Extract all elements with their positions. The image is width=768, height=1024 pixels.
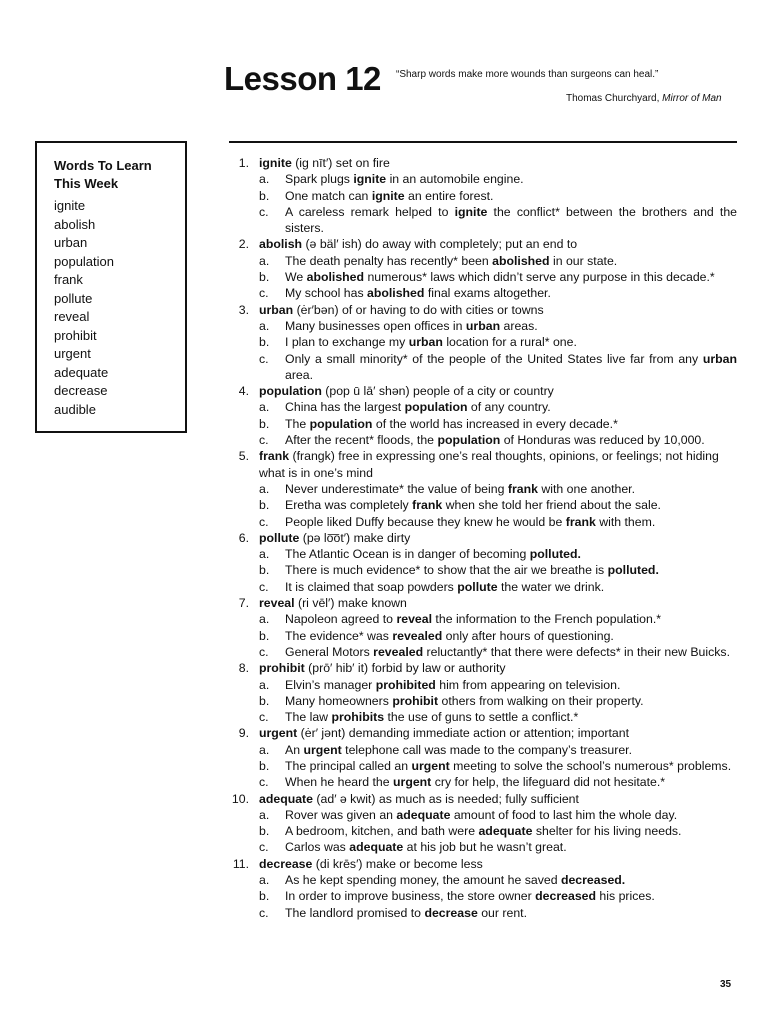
example-sentence — [259, 481, 737, 497]
example-text: Napoleon agreed to — [285, 612, 397, 627]
example-sentence — [259, 351, 737, 384]
example-sentence — [259, 318, 737, 334]
example-text: final exams altogether. — [424, 286, 551, 301]
entry-pronunciation: (ig nīt′) — [291, 156, 333, 170]
entry-word: reveal — [259, 596, 295, 611]
entry-number: 8. — [238, 661, 249, 676]
example-letter: b. — [259, 188, 270, 203]
words-box-title — [54, 157, 185, 193]
entry-definition: as much as is needed; fully sufficient — [375, 791, 579, 806]
example-text: People liked Duffy because they knew he would be — [285, 514, 566, 529]
example-text: China has the largest — [285, 400, 405, 415]
entry-pronunciation: (ad′ ə kwit) — [313, 791, 376, 806]
example-keyword: urban — [702, 351, 737, 366]
entry-number: 4. — [238, 384, 249, 399]
example-sentence — [259, 334, 737, 350]
entry-definition: make or become less — [362, 856, 483, 871]
entry-word: pollute — [259, 530, 300, 545]
word-list-item: decrease — [54, 383, 108, 398]
entry-number: 1. — [238, 156, 249, 170]
example-text: Eretha was completely — [285, 498, 413, 513]
example-text: in our state. — [549, 253, 618, 268]
example-letter: a. — [259, 742, 270, 757]
example-letter: c. — [259, 514, 269, 529]
example-letter: b. — [259, 693, 270, 708]
example-keyword: prohibited — [375, 677, 436, 692]
example-text: with one another. — [537, 481, 636, 496]
entry-definition: people of a city or country — [409, 384, 554, 399]
example-text: The death penalty has recently* been — [285, 253, 493, 268]
example-text: of any country. — [467, 400, 551, 415]
epigraph-attribution — [566, 93, 722, 104]
example-sentence — [259, 546, 737, 562]
example-letter: a. — [259, 172, 270, 187]
entry-pronunciation: (ėr′ jənt) — [297, 726, 346, 741]
vocab-entry — [229, 660, 737, 725]
entry-headword-line — [259, 856, 737, 872]
example-list — [259, 481, 737, 530]
example-keyword: reveal — [396, 612, 433, 627]
example-text: The principal called an — [285, 758, 412, 773]
example-keyword: ignite — [454, 204, 488, 219]
example-text: our rent. — [477, 905, 528, 920]
example-letter: c. — [259, 351, 269, 366]
example-text: The Atlantic Ocean is in danger of becoming — [285, 547, 530, 562]
entry-pronunciation: (prō′ hib′ it) — [304, 661, 369, 676]
example-text: areas. — [500, 318, 538, 333]
example-keyword: frank — [507, 481, 538, 496]
example-text: shelter for his living needs. — [532, 824, 682, 839]
example-list — [259, 611, 737, 660]
example-letter: b. — [259, 628, 270, 643]
example-letter: b. — [259, 498, 270, 513]
example-text: at his job but he wasn’t great. — [403, 840, 567, 855]
word-list-item: abolish — [54, 216, 96, 232]
entry-word: urban — [259, 302, 294, 317]
example-sentence — [259, 644, 737, 660]
entry-pronunciation: (frangk) — [289, 449, 335, 464]
example-letter: b. — [259, 416, 270, 431]
example-keyword: polluted. — [529, 547, 581, 562]
example-text: General Motors — [285, 644, 374, 659]
example-list — [259, 399, 737, 448]
example-keyword: pollute — [457, 579, 498, 594]
entry-number: 10. — [231, 791, 249, 806]
entry-headword-line — [259, 660, 737, 676]
example-letter: a. — [259, 400, 270, 415]
example-sentence — [259, 188, 737, 204]
example-text: Many homeowners — [285, 693, 393, 708]
entry-headword-line — [259, 383, 737, 399]
entry-headword-line — [259, 155, 737, 171]
example-text: Only a small minority* of the people of the United States live far from any — [285, 351, 703, 366]
example-letter: a. — [259, 873, 270, 888]
example-text: meeting to solve the school’s numerous* problems. — [449, 758, 732, 773]
entry-pronunciation: (pə lo͞ot′) — [299, 530, 351, 545]
example-keyword: revealed — [373, 644, 424, 659]
example-sentence — [259, 579, 737, 595]
entry-definition: set on fire — [332, 156, 390, 170]
example-keyword: revealed — [392, 628, 443, 643]
example-sentence — [259, 253, 737, 269]
example-text: Many businesses open offices in — [285, 318, 466, 333]
example-keyword: decreased — [535, 889, 597, 904]
vocab-entry — [229, 725, 737, 790]
example-letter: a. — [259, 318, 270, 333]
example-letter: c. — [259, 204, 269, 219]
example-sentence — [259, 709, 737, 725]
entry-word: prohibit — [259, 661, 305, 676]
example-letter: b. — [259, 889, 270, 904]
example-sentence — [259, 171, 737, 187]
word-list-item: ignite — [54, 198, 86, 213]
example-letter: a. — [259, 253, 270, 268]
word-list-item: frank — [54, 272, 83, 287]
example-list — [259, 318, 737, 383]
example-letter: a. — [259, 677, 270, 692]
word-list-item: adequate — [54, 364, 109, 380]
example-text: Elvin’s manager — [285, 677, 376, 692]
example-keyword: decrease — [424, 905, 478, 920]
example-text: the conflict* between the brothers and the sisters. — [285, 204, 738, 236]
example-letter: c. — [259, 644, 269, 659]
example-text: I plan to exchange my — [285, 335, 409, 350]
example-keyword: population — [404, 400, 468, 415]
entry-headword-line — [259, 448, 737, 481]
example-sentence — [259, 758, 737, 774]
example-text: After the recent* floods, the — [285, 433, 438, 448]
example-text: When he heard the — [285, 775, 394, 790]
example-letter: a. — [259, 807, 270, 822]
example-text: Rover was given an — [285, 807, 397, 822]
example-text: an entire forest. — [404, 188, 494, 203]
example-keyword: decreased. — [560, 873, 626, 888]
example-text: the information to the French population.* — [432, 612, 662, 627]
word-list-item: prohibit — [54, 327, 97, 343]
example-sentence — [259, 416, 737, 432]
example-sentence — [259, 807, 737, 823]
example-keyword: population — [309, 416, 373, 431]
example-text: One match can — [285, 188, 372, 203]
example-keyword: adequate — [396, 807, 451, 822]
example-keyword: urgent — [303, 742, 342, 757]
example-text: Spark plugs — [285, 172, 354, 187]
example-sentence — [259, 839, 737, 855]
example-keyword: urgent — [393, 775, 432, 790]
example-keyword: prohibit — [392, 693, 439, 708]
example-list — [259, 872, 737, 921]
example-text: In order to improve business, the store owner — [285, 889, 536, 904]
word-list — [54, 197, 185, 419]
example-text: Carlos was — [285, 840, 350, 855]
entry-definition: forbid by law or authority — [368, 661, 506, 676]
entry-word: urgent — [259, 726, 298, 741]
entry-pronunciation: (pop ū lā′ shən) — [321, 384, 410, 399]
example-text: As he kept spending money, the amount he saved — [285, 873, 561, 888]
example-keyword: abolished — [367, 286, 425, 301]
entry-number: 2. — [238, 237, 249, 252]
example-letter: c. — [259, 775, 269, 790]
entry-word: adequate — [259, 791, 313, 806]
example-keyword: adequate — [478, 824, 533, 839]
example-sentence — [259, 742, 737, 758]
entry-number: 11. — [232, 856, 249, 871]
lesson-title: Lesson 12 — [224, 60, 381, 97]
example-sentence — [259, 562, 737, 578]
example-list — [259, 807, 737, 856]
example-sentence — [259, 285, 737, 301]
example-text: in an automobile engine. — [386, 172, 524, 187]
example-list — [259, 253, 737, 302]
vocab-entry — [229, 595, 737, 660]
example-letter: b. — [259, 563, 270, 578]
example-keyword: abolished — [306, 270, 365, 285]
entry-word: decrease — [259, 856, 313, 871]
example-text: We — [285, 270, 307, 285]
words-to-learn-box — [35, 141, 187, 433]
entry-word: abolish — [259, 237, 303, 252]
example-text: The landlord promised to — [285, 905, 425, 920]
entry-word: ignite — [259, 156, 292, 170]
example-keyword: frank — [565, 514, 596, 529]
example-letter: b. — [259, 758, 270, 773]
word-list-item: reveal — [54, 309, 90, 324]
example-text: The law — [285, 710, 332, 725]
example-text: My school has — [285, 286, 368, 301]
vocab-entry — [229, 155, 737, 236]
example-text: his prices. — [596, 889, 655, 904]
example-sentence — [259, 514, 737, 530]
word-list-item: population — [54, 253, 114, 269]
example-letter: a. — [259, 547, 270, 562]
example-text: The — [285, 416, 310, 431]
example-letter: a. — [259, 481, 270, 496]
page-number: 35 — [720, 979, 732, 990]
example-text: others from walking on their property. — [438, 693, 644, 708]
header-rule — [229, 141, 737, 143]
example-list — [259, 742, 737, 791]
example-letter: c. — [259, 579, 269, 594]
example-letter: b. — [259, 270, 270, 285]
example-text: reluctantly* that there were defects* in their new Buicks. — [423, 644, 730, 659]
vocab-entry — [229, 236, 737, 301]
example-sentence — [259, 693, 737, 709]
example-letter: b. — [259, 824, 270, 839]
example-text: An — [285, 742, 304, 757]
example-sentence — [259, 823, 737, 839]
example-text: A bedroom, kitchen, and bath were — [285, 824, 479, 839]
example-text: area. — [285, 367, 314, 382]
example-sentence — [259, 432, 737, 448]
entry-headword-line — [259, 302, 737, 318]
example-keyword: frank — [412, 498, 443, 513]
example-letter: a. — [259, 612, 270, 627]
entry-headword-line — [259, 236, 737, 252]
example-text: with them. — [595, 514, 656, 529]
example-sentence — [259, 628, 737, 644]
example-list — [259, 171, 737, 236]
epigraph-quote: “Sharp words make more wounds than surgeons can heal.” — [396, 69, 659, 80]
example-sentence — [259, 269, 737, 285]
entry-definition: do away with completely; put an end to — [361, 237, 578, 252]
example-text: location for a rural* one. — [442, 335, 577, 350]
example-text: when she told her friend about the sale. — [442, 498, 661, 513]
example-keyword: prohibits — [331, 710, 385, 725]
entry-number: 3. — [238, 302, 249, 317]
example-text: the use of guns to settle a conflict.* — [384, 710, 579, 725]
example-text: It is claimed that soap powders — [285, 579, 458, 594]
example-text: Never underestimate* the value of being — [285, 481, 508, 496]
entry-pronunciation: (di krēs′) — [312, 856, 363, 871]
entry-definition: of or having to do with cities or towns — [338, 302, 544, 317]
example-keyword: ignite — [353, 172, 387, 187]
quote-author: Thomas Churchyard, — [566, 93, 660, 104]
example-sentence — [259, 611, 737, 627]
vocabulary-entries — [229, 155, 737, 921]
entry-number: 9. — [238, 726, 249, 741]
example-sentence — [259, 888, 737, 904]
entry-definition: make known — [334, 596, 407, 611]
entry-pronunciation: (ėr′bən) — [293, 302, 339, 317]
example-keyword: urgent — [411, 758, 450, 773]
word-list-item: urban — [54, 235, 88, 250]
example-letter: c. — [259, 710, 269, 725]
words-box-title-line1: Words To Learn — [54, 158, 152, 173]
example-text: numerous* laws which didn’t serve any purpose in this decade.* — [364, 270, 715, 285]
vocab-entry — [229, 302, 737, 383]
example-text: only after hours of questioning. — [442, 628, 614, 643]
entry-definition: make dirty — [350, 530, 411, 545]
word-list-item: audible — [54, 401, 96, 417]
vocab-entry — [229, 856, 737, 921]
entry-headword-line — [259, 595, 737, 611]
entry-definition: free in expressing one’s real thoughts, opinions, or feelings; not hiding what is in one’s mind — [259, 449, 719, 480]
example-keyword: abolished — [492, 253, 550, 268]
example-sentence — [259, 872, 737, 888]
entry-pronunciation: (ə bäl′ ish) — [302, 237, 362, 252]
example-keyword: urban — [465, 318, 501, 333]
example-text: cry for help, the lifeguard did not hesitate.* — [431, 775, 666, 790]
example-letter: c. — [259, 840, 269, 855]
example-text: of Honduras was reduced by 10,000. — [500, 433, 705, 448]
entry-headword-line — [259, 791, 737, 807]
example-keyword: population — [437, 433, 501, 448]
entry-number: 7. — [238, 596, 249, 611]
example-letter: c. — [259, 433, 269, 448]
example-sentence — [259, 905, 737, 921]
word-list-item: pollute — [54, 290, 93, 306]
example-sentence — [259, 497, 737, 513]
example-sentence — [259, 204, 737, 237]
example-text: amount of food to last him the whole day. — [450, 807, 678, 822]
example-text: telephone call was made to the company’s treasurer. — [341, 742, 633, 757]
entry-headword-line — [259, 725, 737, 741]
entry-word: population — [259, 384, 322, 399]
entry-number: 6. — [238, 530, 249, 545]
example-list — [259, 677, 737, 726]
vocab-entry — [229, 383, 737, 448]
example-keyword: polluted. — [607, 563, 659, 578]
vocab-entry — [229, 448, 737, 529]
vocab-entry — [229, 530, 737, 595]
example-sentence — [259, 399, 737, 415]
example-keyword: urban — [408, 335, 443, 350]
example-text: the water we drink. — [497, 579, 605, 594]
example-text: A careless remark helped to — [285, 204, 455, 219]
example-sentence — [259, 774, 737, 790]
entry-headword-line — [259, 530, 737, 546]
word-list-item: urgent — [54, 346, 91, 361]
entry-number: 5. — [238, 449, 249, 464]
example-keyword: ignite — [371, 188, 405, 203]
example-letter: c. — [259, 905, 269, 920]
example-keyword: adequate — [349, 840, 404, 855]
example-text: There is much evidence* to show that the air we breathe is — [285, 563, 608, 578]
example-text: The evidence* was — [285, 628, 393, 643]
example-list — [259, 546, 737, 595]
quote-work: Mirror of Man — [662, 93, 722, 104]
entry-definition: demanding immediate action or attention; important — [345, 726, 630, 741]
example-letter: c. — [259, 286, 269, 301]
vocab-entry — [229, 791, 737, 856]
entry-word: frank — [259, 449, 290, 464]
example-letter: b. — [259, 335, 270, 350]
example-sentence — [259, 677, 737, 693]
entry-pronunciation: (ri vēl′) — [294, 596, 335, 611]
example-text: him from appearing on television. — [435, 677, 621, 692]
words-box-title-line2: This Week — [54, 176, 119, 191]
example-text: of the world has increased in every decade.* — [372, 416, 618, 431]
